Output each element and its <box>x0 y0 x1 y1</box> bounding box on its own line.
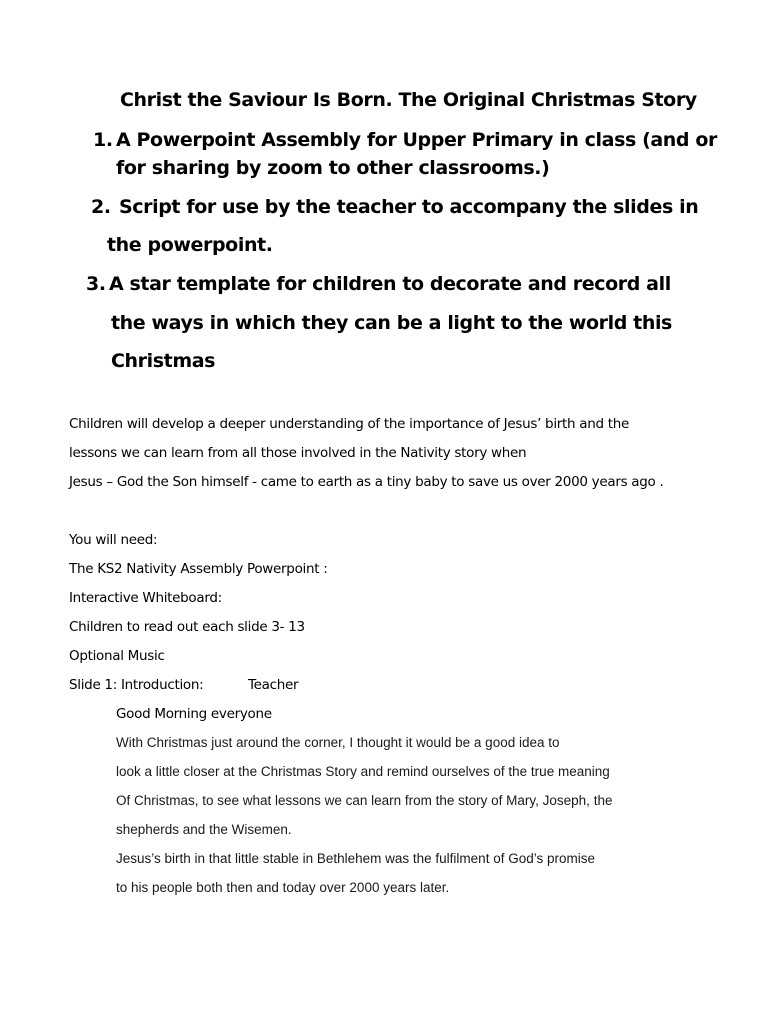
requirement-item: Optional Music <box>69 648 165 664</box>
slide-1-script-line: Jesus’s birth in that little stable in Bethlehem was the fulfilment of God’s promise <box>116 851 595 866</box>
slide-1-label: Slide 1: Introduction: <box>69 677 204 693</box>
slide-1-script-line: to his people both then and today over 2000 years later. <box>116 880 450 895</box>
slide-1-script-line: With Christmas just around the corner, I thought it would be a good idea to <box>116 735 560 750</box>
item-3-line-3: Christmas <box>111 350 216 372</box>
intro-line-2: lessons we can learn from all those involved in the Nativity story when <box>69 445 527 461</box>
requirements-heading: You will need: <box>69 532 158 548</box>
slide-1-script-line: look a little closer at the Christmas Story and remind ourselves of the true meaning <box>116 764 610 779</box>
item-1-line-2: for sharing by zoom to other classrooms.) <box>116 157 550 179</box>
item-1-number: 1. <box>93 129 113 151</box>
item-2-number: 2. <box>91 196 111 218</box>
slide-1-greeting: Good Morning everyone <box>116 706 272 722</box>
item-2-line-1: Script for use by the teacher to accompany the slides in <box>119 196 699 218</box>
item-3-line-1: A star template for children to decorate and record all <box>109 273 671 295</box>
requirement-item: Children to read out each slide 3- 13 <box>69 619 305 635</box>
item-1-line-1: A Powerpoint Assembly for Upper Primary in class (and or <box>116 129 717 151</box>
requirement-item: The KS2 Nativity Assembly Powerpoint : <box>69 561 328 577</box>
intro-line-1: Children will develop a deeper understanding of the importance of Jesus’ birth and the <box>69 416 630 432</box>
item-3-line-2: the ways in which they can be a light to the world this <box>111 312 672 334</box>
slide-1-script-line: Of Christmas, to see what lessons we can learn from the story of Mary, Joseph, the <box>116 793 613 808</box>
intro-line-3: Jesus – God the Son himself - came to earth as a tiny baby to save us over 2000 years ago . <box>69 474 664 490</box>
item-3-number: 3. <box>86 273 106 295</box>
requirement-item: Interactive Whiteboard: <box>69 590 222 606</box>
document-title: Christ the Saviour Is Born. The Original Christmas Story <box>120 89 697 111</box>
slide-1-script-line: shepherds and the Wisemen. <box>116 822 292 837</box>
item-2-line-2: the powerpoint. <box>107 234 273 256</box>
slide-1-speaker: Teacher <box>248 677 299 693</box>
